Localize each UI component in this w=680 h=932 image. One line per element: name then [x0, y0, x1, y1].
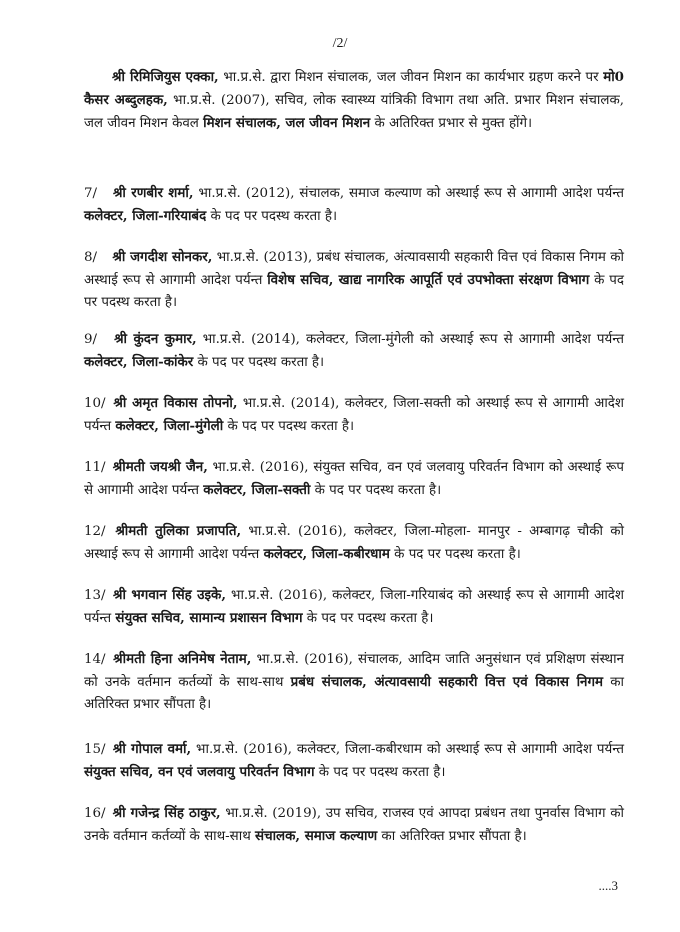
paragraph-number: 11/ — [84, 460, 106, 475]
bold-text: कलेक्टर, जिला-गरियाबंद — [84, 208, 207, 224]
order-paragraph — [84, 584, 624, 630]
order-paragraph — [84, 328, 624, 374]
paragraph-number: 15/ — [84, 742, 106, 757]
paragraph-number: 9/ — [84, 332, 98, 347]
body-text: के अतिरिक्त प्रभार से मुक्त होंगे। — [370, 116, 533, 131]
bold-text: प्रबंध संचालक, अंत्यावसायी सहकारी वित्त एवं विकास निगम — [290, 674, 604, 690]
bold-text: श्री गजेन्द्र सिंह ठाकुर, — [112, 805, 221, 821]
body-text: भा.प्र.से. (2014), कलेक्टर, जिला-मुंगेली को अस्थाई रूप से आगामी आदेश पर्यन्त — [196, 332, 625, 347]
body-text: के पद पर पदस्थ करता है। — [206, 209, 338, 224]
bold-text: श्री गोपाल वर्मा, — [112, 741, 192, 757]
bold-text: श्री अमृत विकास तोपनो, — [113, 395, 238, 411]
body-text: भा.प्र.से. (2019), उप सचिव, राजस्व एवं आपदा प्रबंधन तथा पुनर्वास विभाग को उनके वर्तमान कर्तव्यों के साथ-साथ — [84, 806, 624, 844]
bold-text: विशेष सचिव, खाद्य नागरिक आपूर्ति एवं उपभोक्ता संरक्षण विभाग — [267, 272, 590, 288]
body-text: के पद पर पदस्थ करता है। — [314, 765, 446, 780]
body-text: के पद पर पदस्थ करता है। — [84, 273, 625, 310]
bold-text: कलेक्टर, जिला-कांकेर — [84, 354, 194, 370]
order-paragraph — [84, 182, 624, 228]
body-text: के पद पर पदस्थ करता है। — [223, 419, 355, 434]
body-text: का अतिरिक्त प्रभार सौंपता है। — [377, 829, 527, 844]
body-text: भा.प्र.से. (2016), कलेक्टर, जिला-कबीरधाम को अस्थाई रूप से आगामी आदेश पर्यन्त — [191, 742, 624, 757]
order-paragraph — [84, 66, 624, 135]
paragraph-number: 16/ — [84, 806, 106, 821]
paragraph-number: 10/ — [84, 396, 106, 411]
paragraph-number: 13/ — [84, 588, 106, 603]
bold-text: श्री रणबीर शर्मा, — [112, 185, 194, 201]
bold-text: श्रीमती तुलिका प्रजापति, — [115, 523, 242, 539]
bold-text: श्रीमती हिना अनिमेष नेताम, — [113, 651, 252, 667]
body-text: के पद पर पदस्थ करता है। — [302, 611, 434, 626]
bold-text: कलेक्टर, जिला-मुंगेली — [115, 418, 224, 434]
body-text: के पद पर पदस्थ करता है। — [310, 483, 442, 498]
bold-text: मो0 कैसर अब्दुलहक, — [84, 69, 624, 108]
body-text: भा.प्र.से. (2016), संयुक्त सचिव, वन एवं जलवायु परिवर्तन विभाग को अस्थाई रूप से आगामी आदेश पर्यन्त — [84, 460, 625, 498]
body-text: के पद पर पदस्थ करता है। — [389, 547, 521, 562]
body-text: भा.प्र.से. द्वारा मिशन संचालक, जल जीवन मिशन का कार्यभार ग्रहण करने पर — [218, 70, 604, 85]
order-paragraph — [84, 392, 624, 438]
bold-text: संचालक, समाज कल्याण — [255, 828, 378, 844]
paragraph-number: 12/ — [84, 524, 106, 539]
order-paragraph — [84, 648, 624, 716]
bold-text: श्री जगदीश सोनकर, — [112, 249, 213, 265]
paragraph-number: 7/ — [84, 186, 98, 201]
body-text: भा.प्र.से. (2016), कलेक्टर, जिला-मोहला- मानपुर - अम्बागढ़ चौकी को अस्थाई रूप से आगामी आदेश पर्यन्त — [84, 524, 624, 562]
body-text: भा.प्र.से. (2016), कलेक्टर, जिला-गरियाबंद को अस्थाई रूप से आगामी आदेश पर्यन्त — [84, 588, 624, 626]
order-paragraph — [84, 738, 624, 784]
order-paragraph — [84, 520, 624, 566]
order-paragraph — [84, 246, 624, 314]
bold-text: मिशन संचालक, जल जीवन मिशन — [203, 115, 371, 131]
page-number: /2/ — [332, 36, 348, 51]
body-text: भा.प्र.से. (2013), प्रबंध संचालक, अंत्यावसायी सहकारी वित्त एवं विकास निगम को अस्थाई रूप से आगामी आदेश पर्यन्त — [84, 250, 624, 288]
body-text: भा.प्र.से. (2007), सचिव, लोक स्वास्थ्य यांत्रिकी विभाग तथा अति. प्रभार मिशन संचालक, जल जीवन मिशन केवल — [84, 93, 624, 131]
body-text: के पद पर पदस्थ करता है। — [193, 355, 325, 370]
order-paragraph — [84, 802, 624, 848]
order-paragraph — [84, 456, 624, 502]
bold-text: संयुक्त सचिव, वन एवं जलवायु परिवर्तन विभाग — [84, 764, 315, 780]
bold-text: संयुक्त सचिव, सामान्य प्रशासन विभाग — [115, 610, 303, 626]
bold-text: श्री कुंदन कुमार, — [114, 331, 197, 347]
bold-text: श्री भगवान सिंह उइके, — [113, 587, 227, 603]
bold-text: कलेक्टर, जिला-कबीरधाम — [263, 546, 390, 562]
body-text: भा.प्र.से. (2014), कलेक्टर, जिला-सक्ती को अस्थाई रूप से आगामी आदेश पर्यन्त — [84, 396, 624, 434]
continued-marker: ....3 — [598, 878, 618, 893]
body-text: भा.प्र.से. (2012), संचालक, समाज कल्याण को अस्थाई रूप से आगामी आदेश पर्यन्त — [193, 186, 624, 201]
paragraph-number: 8/ — [84, 250, 98, 265]
body-text: भा.प्र.से. (2016), संचालक, आदिम जाति अनुसंधान एवं प्रशिक्षण संस्थान को उनके वर्तमान कर्तव्यों के साथ-साथ — [84, 652, 624, 690]
bold-text: श्री रिमिजियुस एक्का, — [112, 69, 219, 85]
bold-text: कलेक्टर, जिला-सक्ती — [203, 482, 311, 498]
body-text: का अतिरिक्त प्रभार सौंपता है। — [84, 675, 624, 712]
paragraph-number: 14/ — [84, 652, 106, 667]
bold-text: श्रीमती जयश्री जैन, — [112, 459, 208, 475]
